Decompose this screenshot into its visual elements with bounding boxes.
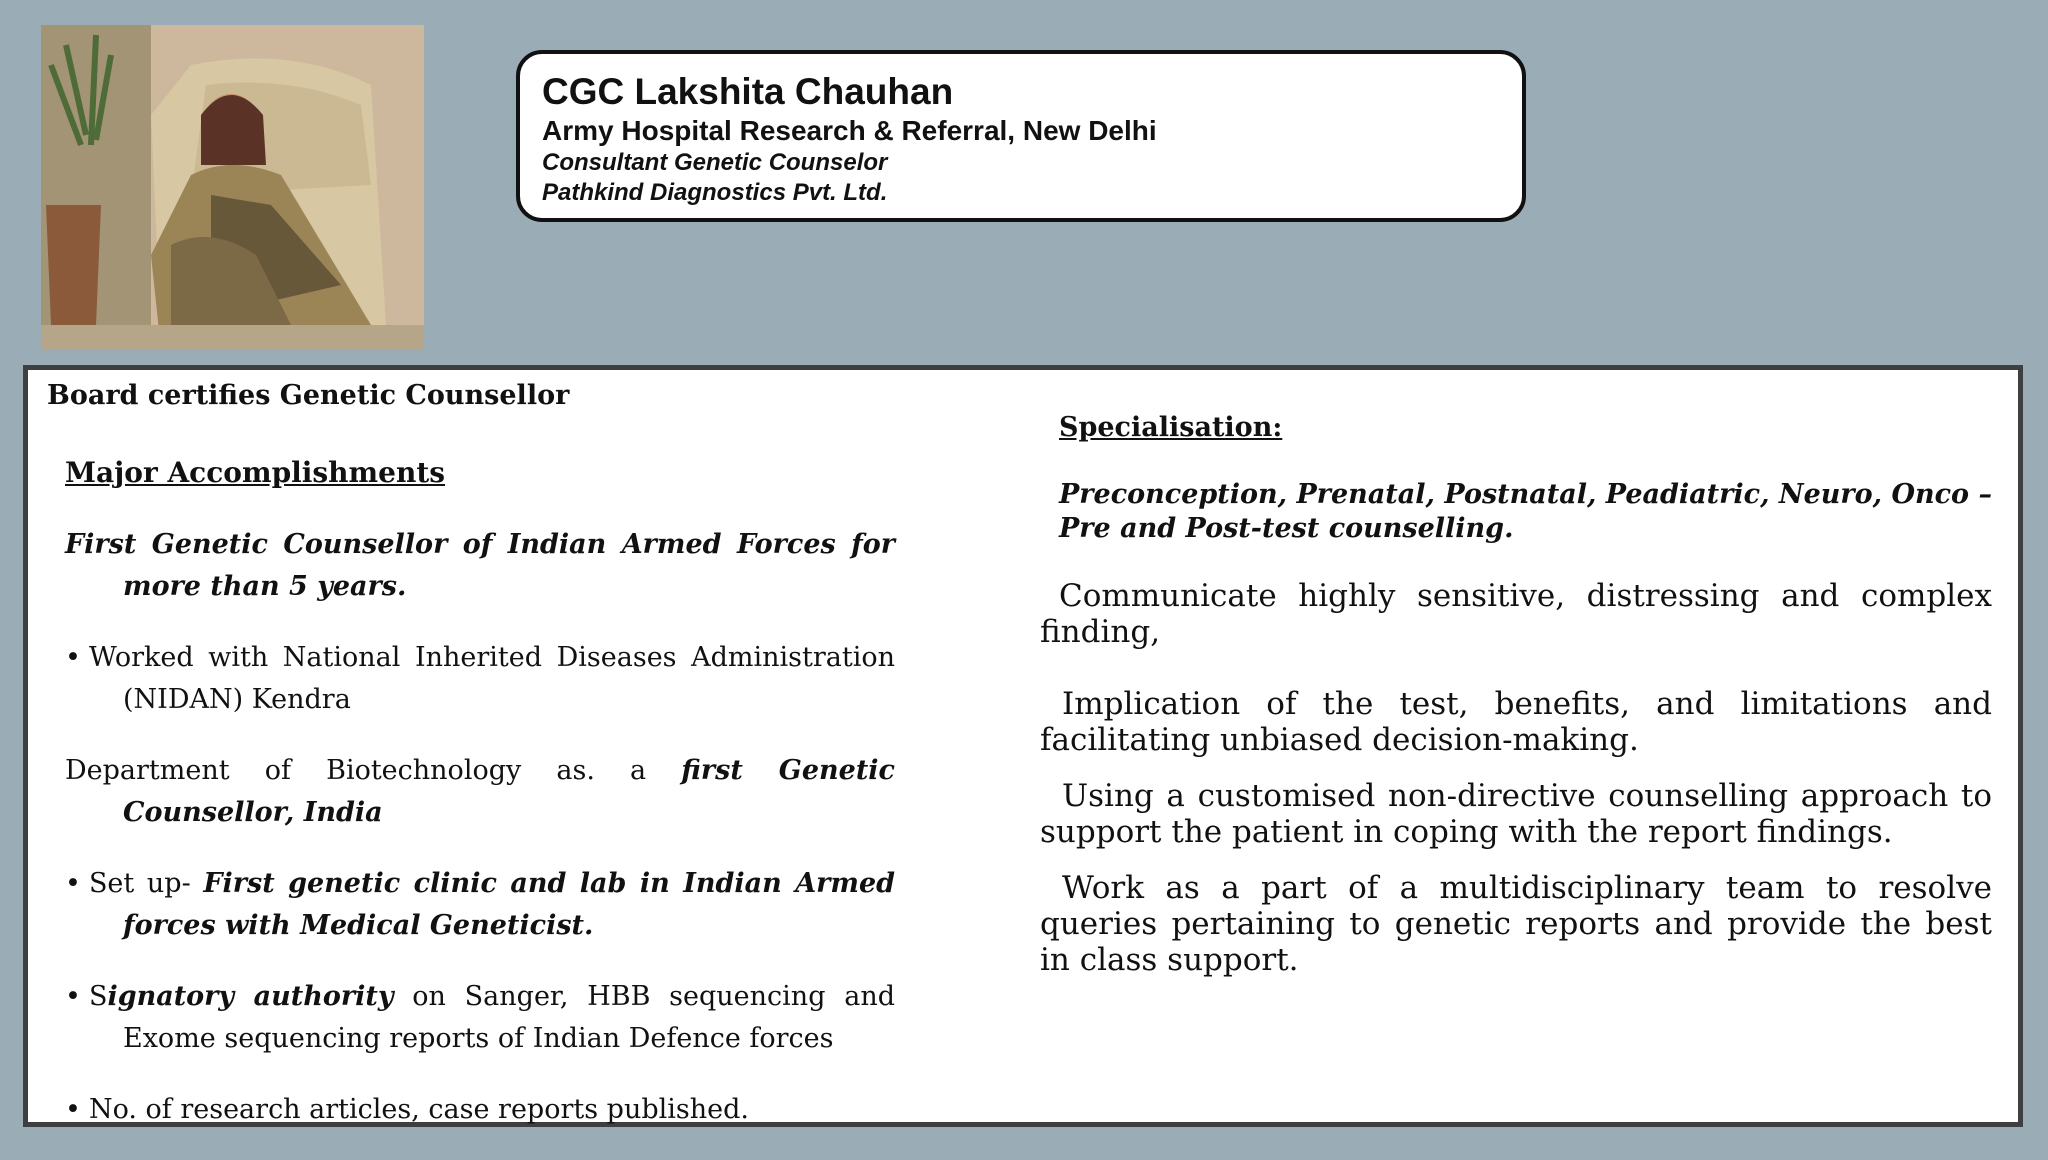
- specialisation-column: [1040, 410, 1992, 998]
- bullet-marker: •: [65, 868, 81, 899]
- content-panel: [23, 365, 2023, 1127]
- profile-organization: Army Hospital Research & Referral, New Delhi: [542, 115, 1157, 146]
- accomplishment-signatory-prefix: S: [88, 981, 108, 1012]
- accomplishment-research-text: No. of research articles, case reports published.: [88, 1094, 749, 1125]
- accomplishment-dbt-prefix: Department of Biotechnology as. a: [65, 755, 682, 786]
- accomplishment-setup-emphasis: First genetic clinic and lab in Indian Armed forces with Medical Geneticist.: [123, 868, 896, 941]
- accomplishment-nidan-text: Worked with National Inherited Diseases Administration (NIDAN) Kendra: [88, 642, 895, 715]
- profile-name: CGC Lakshita Chauhan: [542, 71, 954, 112]
- accomplishment-research: [65, 1089, 895, 1131]
- profile-company: Pathkind Diagnostics Pvt. Ltd.: [542, 179, 888, 206]
- specialisation-para-implication: Implication of the test, benefits, and limitations and facilitating unbiased decision-making.: [1040, 686, 1992, 758]
- accomplishment-signatory: [65, 976, 895, 1060]
- accomplishment-signatory-emphasis: ignatory authority: [107, 981, 394, 1012]
- profile-role: Consultant Genetic Counselor: [542, 149, 888, 176]
- bullet-marker: •: [65, 981, 81, 1012]
- board-certification: Board certifies Genetic Counsellor: [47, 380, 570, 411]
- accomplishment-dbt: [65, 750, 895, 834]
- bullet-marker: •: [65, 642, 81, 673]
- specialisation-para-team: Work as a part of a multidisciplinary team to resolve queries pertaining to genetic reports and provide the best in class support.: [1040, 870, 1992, 978]
- specialisation-para-communicate: Communicate highly sensitive, distressing and complex finding,: [1040, 578, 1992, 650]
- accomplishment-dbt-emphasis: first Genetic Counsellor, India: [123, 755, 895, 828]
- specialisation-para-approach: Using a customised non-directive counselling approach to support the patient in coping with the report findings.: [1040, 778, 1992, 850]
- profile-photo: [41, 25, 424, 350]
- accomplishment-signatory-rest: on Sanger, HBB sequencing and Exome sequencing reports of Indian Defence forces: [123, 981, 895, 1054]
- specialisation-areas: Preconception, Prenatal, Postnatal, Peadiatric, Neuro, Onco – Pre and Post-test counselling.: [1059, 479, 1992, 544]
- bullet-marker: •: [65, 1094, 81, 1125]
- specialisation-heading: Specialisation:: [1059, 412, 1283, 443]
- accomplishments-heading: Major Accomplishments: [65, 456, 446, 489]
- accomplishments-column: [65, 452, 895, 1160]
- profile-header-card: [516, 50, 1526, 222]
- accomplishment-setup-prefix: Set up-: [88, 868, 204, 899]
- accomplishment-setup: [65, 863, 895, 947]
- accomplishment-nidan: [65, 637, 895, 721]
- accomplishment-first-counsellor: First Genetic Counsellor of Indian Armed Forces for more than 5 years.: [65, 529, 895, 602]
